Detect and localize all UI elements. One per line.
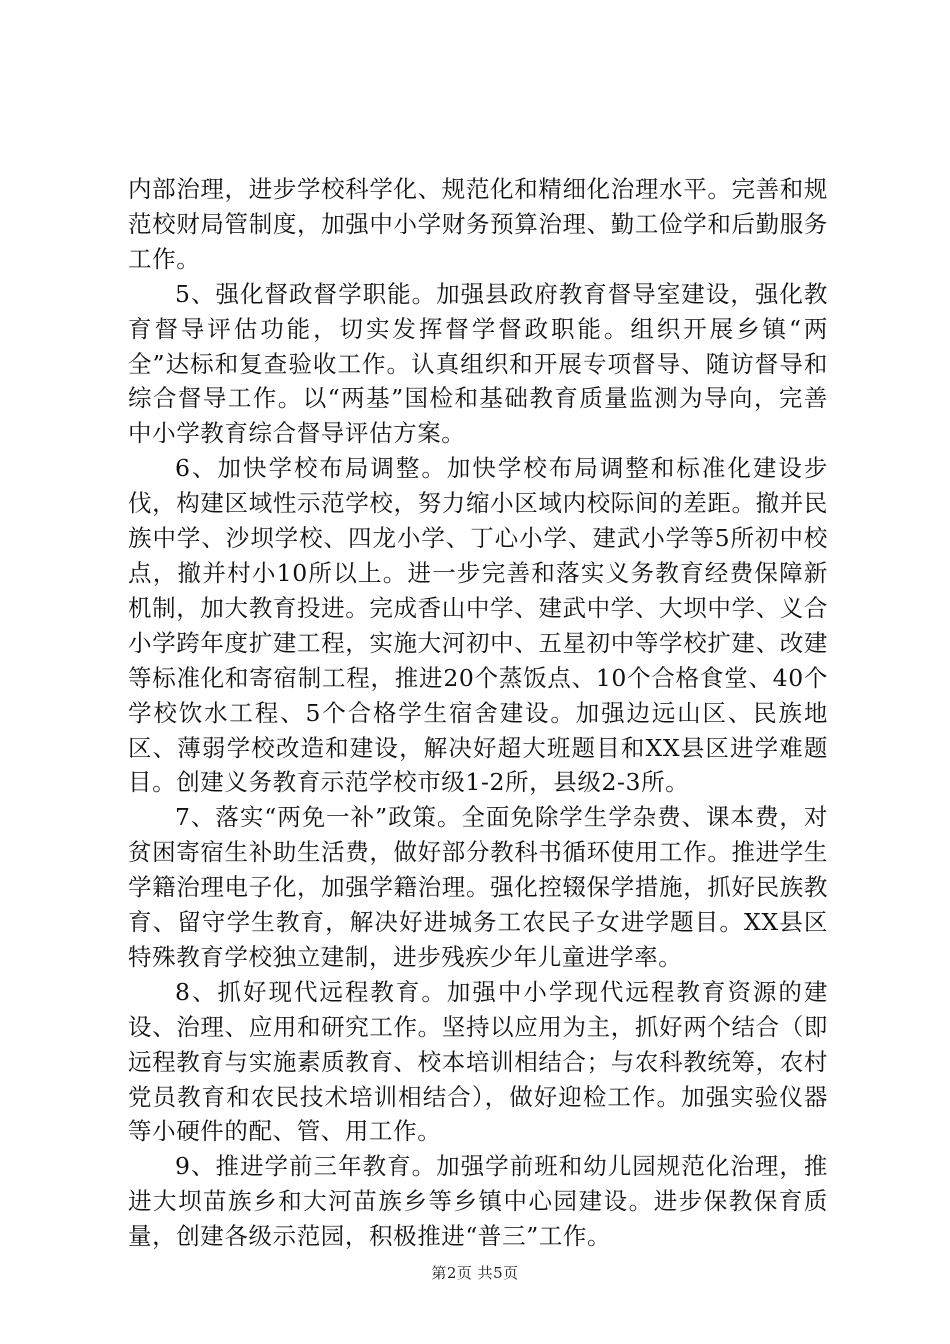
paragraph-item-9: 9、推进学前三年教育。加强学前班和幼儿园规范化治理，推进大坝苗族乡和大河苗族乡等乡镇中心园建设。进步保教保育质量，创建各级示范园，积极推进“普三”工作。 [128, 1152, 828, 1251]
paragraph-continuation: 内部治理，进步学校科学化、规范化和精细化治理水平。完善和规范校财局管制度，加强中小学财务预算治理、勤工俭学和后勤服务工作。 [128, 175, 828, 273]
paragraph-item-5: 5、强化督政督学职能。加强县政府教育督导室建设，强化教育督导评估功能，切实发挥督学督政职能。组织开展乡镇“两全”达标和复查验收工作。认真组织和开展专项督导、随访督导和综合督导工作。以“两基”国检和基础教育质量监测为导向，完善中小学教育综合督导评估方案。 [128, 279, 828, 448]
page-footer: 第2页 共5页 [431, 1264, 519, 1282]
paragraph-item-6: 6、加快学校布局调整。加快学校布局调整和标准化建设步伐，构建区域性示范学校，努力缩小区域内校际间的差距。撤并民族中学、沙坝学校、四龙小学、丁心小学、建武小学等5所初中校点，撤并村小10所以上。进一步完善和落实义务教育经费保障新机制，加大教育投进。完成香山中学、建武中学、大坝中学、义合小学跨年度扩建工程，实施大河初中、五星初中等学校扩建、改建等标准化和寄宿制工程，推进20个蒸饭点、10个合格食堂、40个学校饮水工程、5个合格学生宿舍建设。加强边远山区、民族地区、薄弱学校改造和建设，解决好超大班题目和XX县区进学难题目。创建义务教育示范学校市级1-2所，县级2-3所。 [128, 454, 828, 797]
paragraph-item-8: 8、抓好现代远程教育。加强中小学现代远程教育资源的建设、治理、应用和研究工作。坚持以应用为主，抓好两个结合（即远程教育与实施素质教育、校本培训相结合；与农科教统筹，农村党员教育和农民技术培训相结合），做好迎检工作。加强实验仪器等小硬件的配、管、用工作。 [128, 977, 828, 1146]
document-body [128, 172, 828, 1254]
paragraph-item-7: 7、落实“两免一补”政策。全面免除学生学杂费、课本费，对贫困寄宿生补助生活费，做好部分教科书循环使用工作。推进学生学籍治理电子化，加强学籍治理。强化控辍保学措施，抓好民族教育、留守学生教育，解决好进城务工农民子女进学题目。XX县区特殊教育学校独立建制，进步残疾少年儿童进学率。 [128, 803, 828, 971]
